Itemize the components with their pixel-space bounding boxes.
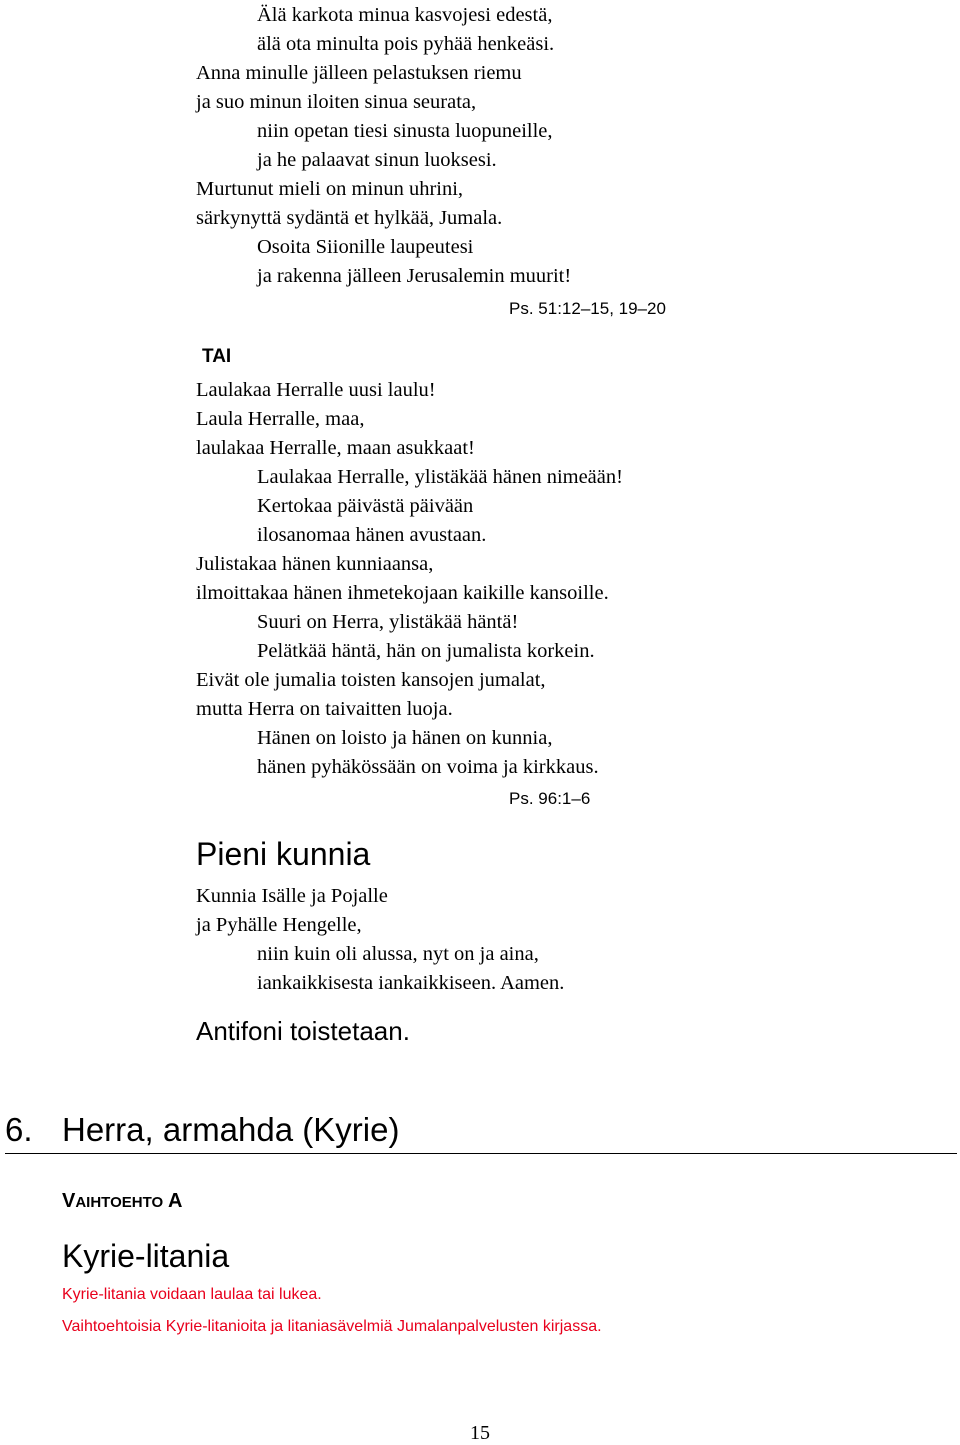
psalm-line: Kertokaa päivästä päivään: [257, 495, 474, 517]
page-number: 15: [470, 1422, 490, 1444]
psalm-line: Julistakaa hänen kunniaansa,: [196, 553, 434, 575]
psalm-line: Suuri on Herra, ylistäkää häntä!: [257, 611, 519, 633]
psalm-line: niin opetan tiesi sinusta luopuneille,: [257, 120, 553, 142]
gloria-line: niin kuin oli alussa, nyt on ja aina,: [257, 943, 539, 965]
psalm-line: Hänen on loisto ja hänen on kunnia,: [257, 727, 553, 749]
rubric-note: Kyrie-litania voidaan laulaa tai lukea.: [62, 1286, 322, 1303]
psalm-line: ja suo minun iloiten sinua seurata,: [196, 91, 477, 113]
gloria-line: Kunnia Isälle ja Pojalle: [196, 885, 388, 907]
psalm-line: laulakaa Herralle, maan asukkaat!: [196, 437, 475, 459]
psalm-line: ja he palaavat sinun luoksesi.: [257, 149, 497, 171]
alternative-word-rest: AIHTOEHTO: [75, 1194, 164, 1211]
psalm-line: särkynyttä sydäntä et hylkää, Jumala.: [196, 207, 503, 229]
psalm-line: ilmoittakaa hänen ihmetekojaan kaikille kansoille.: [196, 582, 609, 604]
psalm-line: mutta Herra on taivaitten luoja.: [196, 698, 453, 720]
psalm-line: Laula Herralle, maa,: [196, 408, 365, 430]
alternative-heading: [62, 1190, 182, 1213]
psalm-line: Laulakaa Herralle uusi laulu!: [196, 379, 436, 401]
psalm-line: Pelätkää häntä, hän on jumalista korkein.: [257, 640, 595, 662]
gloria-heading: Pieni kunnia: [196, 836, 371, 872]
antiphon-note: Antifoni toistetaan.: [196, 1016, 410, 1046]
psalm-line: Laulakaa Herralle, ylistäkää hänen nimeään!: [257, 466, 623, 488]
psalm-line: Osoita Siionille laupeutesi: [257, 236, 474, 258]
section-heading: [5, 1111, 399, 1149]
psalm-line: Murtunut mieli on minun uhrini,: [196, 178, 464, 200]
psalm-line: hänen pyhäkössään on voima ja kirkkaus.: [257, 756, 599, 778]
psalm-line: ja rakenna jälleen Jerusalemin muurit!: [257, 265, 572, 287]
gloria-line: iankaikkisesta iankaikkiseen. Aamen.: [257, 972, 565, 994]
alternative-letter: A: [167, 1190, 183, 1212]
psalm-line: älä ota minulta pois pyhää henkeäsi.: [257, 33, 555, 55]
psalm-reference: Ps. 51:12–15, 19–20: [509, 299, 666, 318]
section-divider: [5, 1153, 957, 1154]
psalm-reference: Ps. 96:1–6: [509, 789, 591, 808]
alternative-word-initial: V: [62, 1190, 76, 1212]
kyrie-title: Kyrie-litania: [62, 1238, 230, 1274]
section-number: 6.: [5, 1111, 33, 1148]
section-title: Herra, armahda (Kyrie): [62, 1111, 400, 1148]
psalm-line: Eivät ole jumalia toisten kansojen jumalat,: [196, 669, 546, 691]
psalm-line: ilosanomaa hänen avustaan.: [257, 524, 487, 546]
psalm-line: Älä karkota minua kasvojesi edestä,: [257, 4, 553, 26]
gloria-line: ja Pyhälle Hengelle,: [196, 914, 362, 936]
alternative-label: TAI: [202, 346, 232, 367]
rubric-note: Vaihtoehtoisia Kyrie-litanioita ja litaniasävelmiä Jumalanpalvelusten kirjassa.: [62, 1318, 602, 1335]
psalm-line: Anna minulle jälleen pelastuksen riemu: [196, 62, 522, 84]
